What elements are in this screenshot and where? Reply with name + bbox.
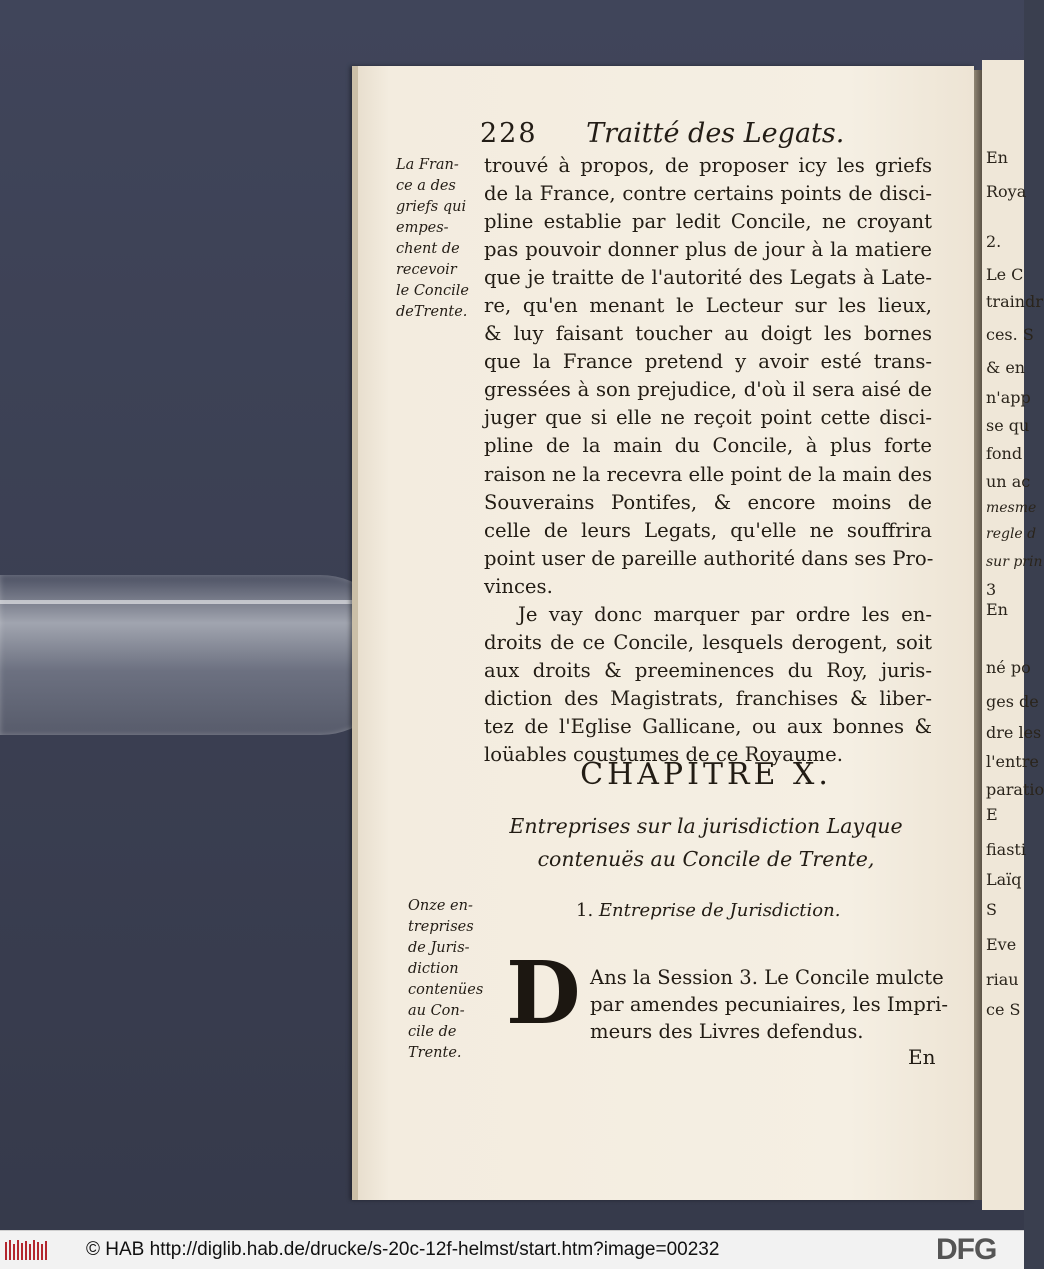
facing-page-text: fond [986, 444, 1023, 463]
facing-page-text: En [986, 600, 1008, 619]
margin-note-line: chent de [396, 241, 460, 257]
text-line: par amendes pecuniaires, les Impri- [590, 993, 949, 1016]
page-fore-edge [352, 66, 358, 1200]
dfg-brand: DFG [936, 1233, 997, 1266]
text-line: loüables coustumes de ce Royaume. [484, 742, 843, 766]
margin-note-line: de Juris- [408, 940, 470, 956]
source-url-link[interactable]: © HAB http://diglib.hab.de/drucke/s-20c-12f-helmst/start.htm?image=00232 [86, 1239, 720, 1260]
margin-note-line: deTrente. [396, 304, 468, 320]
margin-note-line: ce a des [396, 178, 456, 194]
margin-note-line: cile de [408, 1024, 457, 1040]
facing-page-text: 2. [986, 232, 1002, 251]
facing-page-text: Le C [986, 265, 1024, 284]
text-line: point user de pareille authorité dans ses Pro- [484, 546, 934, 570]
margin-note-line: au Con- [408, 1003, 465, 1019]
text-line: vinces. [484, 574, 553, 598]
text-line: raison ne la recevra elle point de la main des [484, 462, 932, 486]
text-line: pline establie par ledit Concile, ne croyant [484, 210, 932, 234]
margin-note-entreprises [408, 896, 488, 1064]
text-line: meurs des Livres defendus. [590, 1020, 864, 1043]
text-line: Je vay donc marquer par ordre les en- [518, 602, 932, 626]
facing-page-text: regle d [986, 526, 1037, 542]
facing-page-text: fiasti [986, 840, 1026, 859]
text-line: pas pouvoir donner plus de jour à la matiere [484, 238, 932, 262]
margin-note-line: empes- [396, 220, 449, 236]
facing-page-text: n'app [986, 388, 1031, 407]
facing-page-text: 3 [986, 580, 997, 599]
text-line: re, qu'en menant le Lecteur sur les lieux, [484, 294, 932, 318]
margin-note-line: Trente. [408, 1045, 462, 1061]
facing-page-fragment [982, 60, 1044, 1210]
margin-note-line: contenües [408, 982, 484, 998]
facing-page-text: ces. S [986, 325, 1034, 344]
text-line: gressées à son prejudice, d'où il sera aisé de [484, 378, 932, 402]
margin-note-line: La Fran- [396, 157, 459, 173]
entry-heading [576, 900, 916, 921]
text-line: aux droits & preeminences du Roy, juris- [484, 658, 932, 682]
text-line: & luy faisant toucher au doigt les bornes [484, 322, 932, 346]
margin-note-line: griefs qui [396, 199, 467, 215]
facing-page-text: se qu [986, 416, 1030, 435]
margin-note-line: le Concile [396, 283, 469, 299]
drop-cap-paragraph [590, 964, 949, 1045]
viewer-footer [0, 1230, 1024, 1269]
facing-page-text: traindr [986, 292, 1043, 311]
facing-page-text: ges de [986, 692, 1039, 711]
glass-page-clamp [0, 575, 400, 735]
facing-page-text: dre les [986, 723, 1042, 742]
text-line: diction des Magistrats, franchises & liber- [484, 686, 932, 710]
catchword: En [908, 1045, 936, 1069]
margin-note-line: recevoir [396, 262, 457, 278]
text-line: Ans la Session 3. Le Concile mulcte [590, 966, 944, 989]
facing-page-text: S [986, 900, 997, 919]
subtitle-line: contenuës au Concile de Trente, [537, 847, 875, 871]
margin-note-griefs [396, 155, 480, 323]
facing-page-text: E [986, 805, 998, 824]
text-line: de la France, contre certains points de disci- [484, 182, 932, 206]
chapter-subtitle [486, 810, 926, 876]
drop-cap: D [506, 943, 581, 1044]
paragraph-2 [484, 601, 932, 769]
text-line: que je traitte de l'autorité des Legats à Late- [484, 266, 932, 290]
facing-page-text: mesme [986, 500, 1037, 516]
entry-title: Entreprise de Jurisdiction. [598, 900, 841, 921]
hab-logo-icon [4, 1238, 48, 1262]
facing-page-text: l'entre [986, 752, 1039, 771]
text-line: que la France pretend y avoir esté trans- [484, 350, 932, 374]
facing-page-text: Laïq [986, 870, 1022, 889]
subtitle-line: Entreprises sur la jurisdiction Layque [509, 814, 903, 838]
margin-note-line: Onze en- [408, 898, 473, 914]
text-line: celle de leurs Legats, qu'elle ne souffrira [484, 518, 932, 542]
book-gutter [974, 70, 982, 1200]
facing-page-text: riau [986, 970, 1019, 989]
margin-note-line: treprises [408, 919, 474, 935]
entry-number: 1. [576, 900, 594, 921]
glass-clamp-edge [0, 600, 370, 604]
text-line: trouvé à propos, de proposer icy les griefs [484, 154, 932, 177]
text-line: droits de ce Concile, lesquels derogent, soit [484, 630, 932, 654]
facing-page-text: Roya [986, 182, 1027, 201]
facing-page-text: Eve [986, 935, 1017, 954]
text-line: juger que si elle ne reçoit point cette disci- [484, 406, 932, 430]
facing-page-text: né po [986, 658, 1031, 677]
running-header [480, 118, 900, 154]
body-text [484, 152, 932, 769]
text-line: pline de la main du Concile, à plus forte [484, 434, 932, 458]
facing-page-text: En [986, 148, 1008, 167]
running-title: Traitté des Legats. [586, 118, 845, 149]
chapter-heading: CHAPITRE X. [580, 757, 832, 792]
page-number: 228 [480, 118, 538, 149]
facing-page-text: paratio [986, 780, 1044, 799]
facing-page-text: & en [986, 358, 1026, 377]
margin-note-line: diction [408, 961, 459, 977]
text-line: tez de l'Eglise Gallicane, ou aux bonnes & [484, 714, 932, 738]
facing-page-text: un ac [986, 472, 1031, 491]
paragraph-1 [484, 152, 932, 601]
facing-page-text: ce S [986, 1000, 1021, 1019]
facing-page-text: sur prin [986, 554, 1043, 570]
text-line: Souverains Pontifes, & encore moins de [484, 490, 932, 514]
